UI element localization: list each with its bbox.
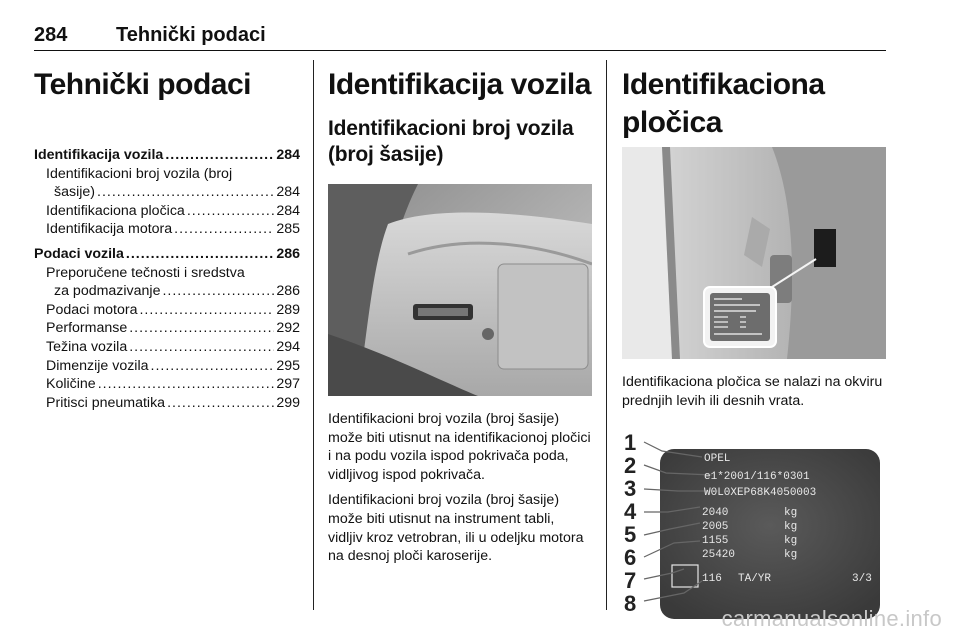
callout-label: 1 bbox=[624, 430, 637, 456]
page-header bbox=[34, 20, 886, 51]
toc-entry-label: Težina vozila bbox=[46, 338, 128, 355]
door-frame-photo bbox=[622, 147, 886, 359]
toc-page-number: 285 bbox=[276, 221, 300, 238]
callout-label: 7 bbox=[624, 568, 637, 594]
toc-page-number: 286 bbox=[276, 283, 300, 300]
plate-weight-unit: kg bbox=[784, 521, 798, 534]
toc-entry bbox=[34, 282, 300, 301]
toc-entry-label: Podaci motora bbox=[46, 301, 138, 318]
toc-page-number: 284 bbox=[276, 184, 300, 201]
toc-entry bbox=[34, 264, 300, 283]
toc-entry bbox=[34, 301, 300, 320]
toc-entry bbox=[34, 375, 300, 394]
toc-page-number: 297 bbox=[276, 376, 300, 393]
callout-label: 5 bbox=[624, 522, 637, 548]
id-plate-diagram bbox=[622, 429, 886, 633]
toc-leader-dots bbox=[167, 394, 274, 413]
toc-leader-dots bbox=[139, 301, 274, 320]
toc-page-number: 299 bbox=[276, 394, 300, 411]
section-title: Tehnički podaci bbox=[34, 68, 251, 101]
toc-entry-label: Identifikacija motora bbox=[46, 221, 173, 238]
toc-entry-label: Performanse bbox=[46, 320, 128, 337]
toc-entry bbox=[34, 202, 300, 221]
plate-trim-code: 3/3 bbox=[852, 573, 872, 586]
toc-entry-label: Identifikaciona pločica bbox=[46, 202, 185, 219]
vin-paragraph: Identifikacioni broj vozila (broj šasije) može biti utisnut na instrument tabli, vidljiv kroz vetrobran, ili u odeljku motora na desnoj ploči karoserije. bbox=[328, 492, 584, 565]
toc-entry bbox=[34, 338, 300, 357]
toc-entry-label: Dimenzije vozila bbox=[46, 357, 149, 374]
toc-leader-dots bbox=[97, 183, 274, 202]
toc-entry-label: Količine bbox=[46, 376, 96, 393]
callout-label: 6 bbox=[624, 545, 637, 571]
callout-label: 2 bbox=[624, 453, 637, 479]
vin-column bbox=[328, 58, 592, 566]
plate-paragraph: Identifikaciona pločica se nalazi na okviru prednjih levih ili desnih vrata. bbox=[622, 374, 883, 409]
toc-entry bbox=[34, 394, 300, 413]
plate-paint-code: TA/YR bbox=[738, 573, 772, 586]
plate-weight-value: 2005 bbox=[702, 521, 729, 534]
toc-entry bbox=[34, 146, 300, 165]
toc-leader-dots bbox=[129, 338, 274, 357]
toc-entry-label: Podaci vozila bbox=[34, 245, 124, 262]
toc-entry-label: Identifikacija vozila bbox=[34, 147, 164, 163]
vin-paragraph: Identifikacioni broj vozila (broj šasije) može biti utisnut na identifikacionoj pločici i na podu vozila ispod pokrivača poda, vidljivog ispod pokrivača. bbox=[328, 411, 591, 483]
toc-entry bbox=[34, 357, 300, 376]
toc-page-number: 286 bbox=[276, 245, 300, 262]
toc-page-number: 292 bbox=[276, 320, 300, 337]
toc-page-number: 284 bbox=[276, 147, 300, 163]
plate-weight-value: 25420 bbox=[702, 549, 736, 562]
vin-photo-illustration bbox=[328, 184, 592, 396]
door-frame-illustration bbox=[622, 147, 886, 359]
callout-label: 3 bbox=[624, 476, 637, 502]
id-plate-illustration bbox=[622, 429, 886, 633]
toc-leader-dots bbox=[126, 245, 274, 264]
toc-leader-dots bbox=[165, 146, 274, 165]
section-title: Identifikacija vozila bbox=[328, 68, 591, 101]
toc-entry bbox=[34, 319, 300, 338]
plate-manufacturer: OPEL bbox=[704, 453, 731, 466]
watermark: carmanualsonline.info bbox=[721, 606, 942, 631]
toc-entry bbox=[34, 245, 300, 264]
toc-leader-dots bbox=[174, 220, 274, 239]
plate-type-approval: e1*2001/116*0301 bbox=[704, 471, 810, 484]
toc-leader-dots bbox=[129, 319, 274, 338]
column-divider bbox=[313, 60, 314, 610]
toc-leader-dots bbox=[151, 357, 275, 376]
callout-label: 8 bbox=[624, 591, 637, 617]
toc-entry-label: Identifikacioni broj vozila (broj bbox=[46, 165, 233, 182]
vin-location-photo bbox=[328, 184, 592, 396]
callout-label: 4 bbox=[624, 499, 637, 525]
toc-page-number: 289 bbox=[276, 301, 300, 318]
toc-entry-label: Pritisci pneumatika bbox=[46, 394, 166, 411]
toc-entry-label: šasije) bbox=[54, 184, 95, 201]
plate-weight-value: 1155 bbox=[702, 535, 729, 548]
toc-leader-dots bbox=[98, 375, 275, 394]
plate-weight-unit: kg bbox=[784, 535, 798, 548]
page-number: 284 bbox=[34, 24, 68, 46]
table-of-contents bbox=[34, 146, 300, 412]
subsection-title: Identifikacioni broj vozila (broj šasije) bbox=[328, 117, 574, 166]
toc-leader-dots bbox=[162, 282, 274, 301]
toc-page-number: 295 bbox=[276, 357, 300, 374]
toc-entry bbox=[34, 220, 300, 239]
plate-column bbox=[622, 58, 886, 633]
toc-entry bbox=[34, 183, 300, 202]
plate-vin: W0L0XEP68K4050003 bbox=[704, 487, 817, 500]
toc-page-number: 294 bbox=[276, 338, 300, 355]
column-divider bbox=[606, 60, 607, 610]
plate-weight-unit: kg bbox=[784, 549, 798, 562]
plate-code: 116 bbox=[702, 573, 722, 586]
plate-weight-unit: kg bbox=[784, 507, 798, 520]
toc-page-number: 284 bbox=[276, 202, 300, 219]
toc-leader-dots bbox=[187, 202, 275, 221]
section-title: Identifikaciona pločica bbox=[622, 68, 825, 139]
toc-entry-label: za podmazivanje bbox=[54, 283, 161, 300]
toc-entry-label: Preporučene tečnosti i sredstva bbox=[46, 264, 245, 281]
plate-weight-value: 2040 bbox=[702, 507, 729, 520]
toc-entry bbox=[34, 165, 300, 184]
chapter-title: Tehnički podaci bbox=[116, 24, 266, 46]
toc-column bbox=[34, 58, 300, 412]
